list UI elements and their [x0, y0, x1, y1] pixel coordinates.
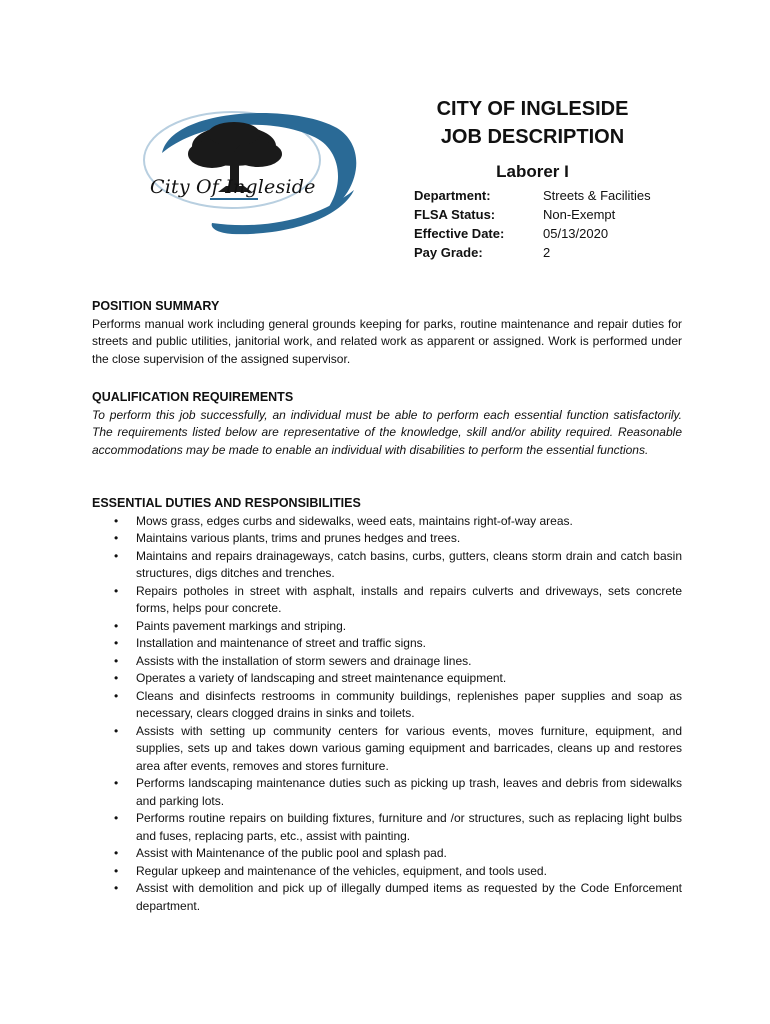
document-title: JOB DESCRIPTION [440, 126, 625, 148]
logo-graphic [92, 98, 372, 238]
meta-label: FLSA Status: [414, 207, 496, 222]
meta-row-flsa-status [414, 205, 674, 224]
bullet-icon: • [114, 688, 119, 703]
list-item-text: Assist with Maintenance of the public pool and splash pad. [136, 846, 447, 860]
duties-list [92, 513, 682, 916]
bullet-icon: • [114, 636, 119, 650]
meta-row-department [414, 186, 674, 205]
meta-row-pay-grade [414, 243, 674, 262]
list-item [92, 688, 682, 723]
list-item [92, 880, 682, 915]
list-item [92, 845, 682, 863]
list-item [92, 863, 682, 881]
bullet-icon: • [114, 671, 119, 685]
meta-value: 05/13/2020 [543, 226, 609, 241]
position-title: Laborer I [496, 162, 569, 181]
list-item-text: Operates a variety of landscaping and street maintenance equipment. [136, 671, 507, 685]
bullet-icon: • [114, 776, 119, 790]
meta-value: Non-Exempt [543, 207, 616, 222]
section-heading: ESSENTIAL DUTIES AND RESPONSIBILITIES [92, 496, 361, 510]
section-heading: POSITION SUMMARY [92, 299, 220, 313]
list-item-text: Maintains various plants, trims and prunes hedges and trees. [136, 531, 461, 545]
qualification-requirements-section [92, 389, 682, 459]
bullet-icon: • [114, 653, 119, 668]
list-item-text: Performs landscaping maintenance duties such as picking up trash, leaves and debris from sidewalks and parking lots. [136, 776, 682, 808]
list-item [92, 513, 682, 531]
org-title: CITY OF INGLESIDE [436, 98, 629, 120]
bullet-icon: • [114, 618, 119, 633]
meta-label: Department: [414, 188, 491, 203]
section-text: To perform this job successfully, an individual must be able to perform each essential function satisfactorily. The requirements listed below are representative of the knowledge, skill and/or ability required. Reasonable accommodations may be made to enable an individual with disabilities to perform the essential functions. [92, 407, 682, 457]
list-item [92, 670, 682, 688]
list-item [92, 775, 682, 810]
list-item-text: Cleans and disinfects restrooms in community buildings, replenishes paper supplies and soap as necessary, clears clogged drains in sinks and toilets. [136, 688, 682, 720]
bullet-icon: • [114, 881, 119, 895]
bullet-icon: • [114, 548, 119, 563]
bullet-icon: • [114, 583, 119, 598]
section-text: Performs manual work including general grounds keeping for parks, routine maintenance and repair duties for streets and public utilities, janitorial work, and related work as apparent or assigned. Work is performed under the close supervision of the assigned supervisor. [92, 316, 682, 366]
bullet-icon: • [114, 846, 119, 860]
list-item [92, 548, 682, 583]
list-item [92, 653, 682, 671]
list-item [92, 635, 682, 653]
bullet-icon: • [114, 811, 119, 825]
meta-value: Streets & Facilities [543, 188, 651, 203]
bullet-icon: • [114, 863, 119, 878]
meta-row-effective-date [414, 224, 674, 243]
city-logo [92, 98, 372, 238]
list-item-text: Mows grass, edges curbs and sidewalks, weed eats, maintains right-of-way areas. [136, 513, 573, 528]
bullet-icon: • [114, 723, 119, 738]
list-item-text: Assists with setting up community centers for various events, moves furniture, equipment, and supplies, sets up and takes down various gaming equipment and barricades, cleans up and restores area after events, removes and stores furniture. [136, 723, 682, 773]
list-item [92, 583, 682, 618]
meta-value: 2 [543, 245, 551, 260]
list-item [92, 810, 682, 845]
list-item [92, 530, 682, 548]
list-item [92, 723, 682, 776]
job-meta-table [414, 186, 674, 262]
list-item-text: Regular upkeep and maintenance of the vehicles, equipment, and tools used. [136, 863, 547, 878]
bullet-icon: • [114, 531, 119, 545]
list-item-text: Assist with demolition and pick up of illegally dumped items as requested by the Code Enforcement department. [136, 881, 682, 913]
essential-duties-section [92, 495, 682, 915]
list-item-text: Repairs potholes in street with asphalt, installs and repairs culverts and driveways, sets concrete forms, helps pour concrete. [136, 583, 682, 615]
list-item-text: Performs routine repairs on building fixtures, furniture and /or structures, such as replacing light bulbs and fuses, replacing parts, etc., assist with painting. [136, 811, 682, 843]
meta-label: Pay Grade: [414, 245, 483, 260]
position-summary-section [92, 298, 682, 368]
logo-wordmark: City Of Ingleside [150, 176, 316, 198]
list-item-text: Assists with the installation of storm sewers and drainage lines. [136, 653, 472, 668]
list-item [92, 618, 682, 636]
list-item-text: Paints pavement markings and striping. [136, 618, 347, 633]
section-heading: QUALIFICATION REQUIREMENTS [92, 390, 294, 404]
list-item-text: Installation and maintenance of street and traffic signs. [136, 636, 426, 650]
list-item-text: Maintains and repairs drainageways, catch basins, curbs, gutters, cleans storm drain and catch basin structures, digs ditches and trenches. [136, 548, 682, 580]
bullet-icon: • [114, 513, 119, 528]
meta-label: Effective Date: [414, 226, 505, 241]
